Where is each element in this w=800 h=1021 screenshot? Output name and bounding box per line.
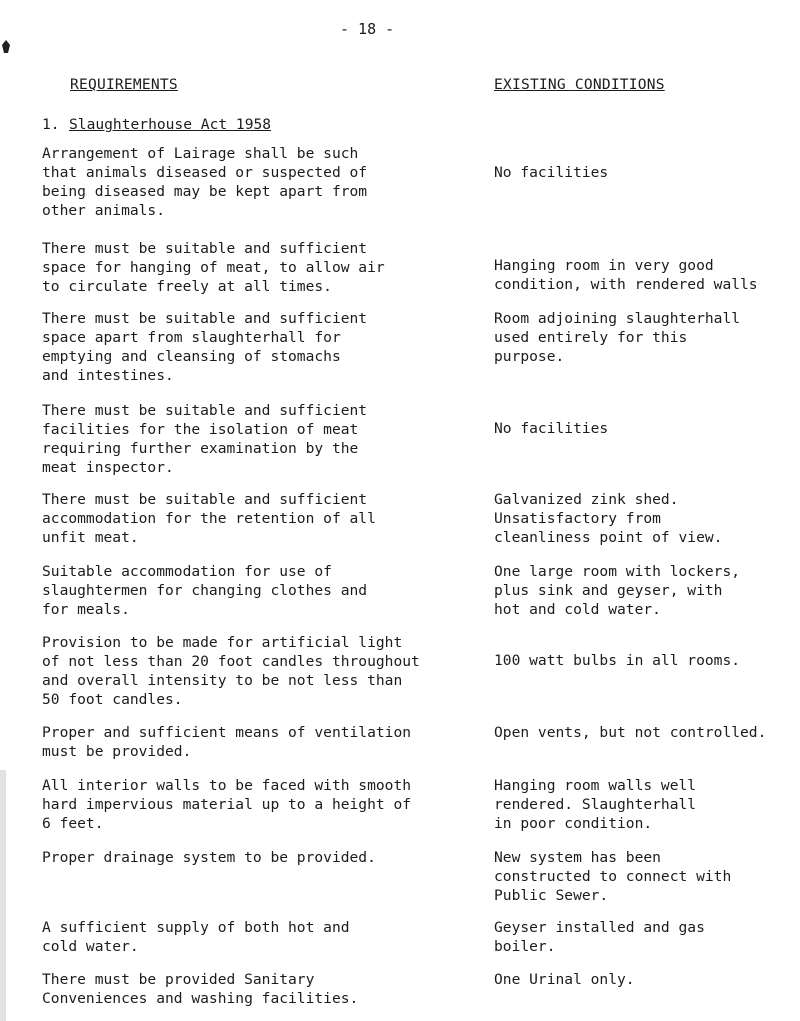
- requirement-isolation: There must be suitable and sufficient facilities for the isolation of meat requiring further examination by the meat inspector.: [42, 402, 368, 476]
- requirement-hanging-space: There must be suitable and sufficient space for hanging of meat, to allow air to circulate freely at all times.: [42, 240, 385, 295]
- requirement-drainage: Proper drainage system to be provided.: [42, 849, 376, 866]
- section-number: 1.: [42, 116, 60, 133]
- condition-sanitary: One Urinal only.: [494, 971, 635, 988]
- section-title: Slaughterhouse Act 1958: [69, 116, 272, 133]
- requirement-lighting: Provision to be made for artificial light of not less than 20 foot candles throughout and overall intensity to be not less than 50 foot candles.: [42, 634, 420, 708]
- requirement-unfit-meat: There must be suitable and sufficient accommodation for the retention of all unfit meat.: [42, 491, 376, 546]
- condition-slaughtermen: One large room with lockers, plus sink and geyser, with hot and cold water.: [494, 563, 741, 618]
- requirement-interior-walls: All interior walls to be faced with smooth hard impervious material up to a height of 6 feet.: [42, 777, 412, 832]
- condition-stomach-room: Room adjoining slaughterhall used entirely for this purpose.: [494, 310, 741, 365]
- requirement-ventilation: Proper and sufficient means of ventilation must be provided.: [42, 724, 412, 760]
- condition-water-supply: Geyser installed and gas boiler.: [494, 919, 705, 955]
- page-number: - 18 -: [340, 20, 395, 38]
- existing-conditions-heading: EXISTING CONDITIONS: [494, 76, 665, 93]
- condition-isolation: No facilities: [494, 420, 609, 437]
- page-edge-shadow: [0, 770, 6, 1021]
- condition-ventilation: Open vents, but not controlled.: [494, 724, 767, 741]
- requirements-heading: REQUIREMENTS: [70, 76, 178, 93]
- punch-hole-mark: [2, 40, 10, 53]
- condition-unfit-meat: Galvanized zink shed. Unsatisfactory from cleanliness point of view.: [494, 491, 723, 546]
- requirement-stomach-room: There must be suitable and sufficient space apart from slaughterhall for emptying and cleansing of stomachs and intestines.: [42, 310, 368, 384]
- condition-interior-walls: Hanging room walls well rendered. Slaughterhall in poor condition.: [494, 777, 697, 832]
- requirement-lairage: Arrangement of Lairage shall be such that animals diseased or suspected of being diseased may be kept apart from other animals.: [42, 145, 368, 219]
- requirement-slaughtermen: Suitable accommodation for use of slaughtermen for changing clothes and for meals.: [42, 563, 368, 618]
- condition-hanging-space: Hanging room in very good condition, with rendered walls: [494, 257, 758, 293]
- section-heading: [42, 115, 271, 134]
- condition-lairage: No facilities: [494, 164, 609, 181]
- requirement-water-supply: A sufficient supply of both hot and cold water.: [42, 919, 350, 955]
- requirement-sanitary: There must be provided Sanitary Conveniences and washing facilities.: [42, 971, 359, 1007]
- condition-lighting: 100 watt bulbs in all rooms.: [494, 652, 741, 669]
- condition-drainage: New system has been constructed to connect with Public Sewer.: [494, 849, 732, 904]
